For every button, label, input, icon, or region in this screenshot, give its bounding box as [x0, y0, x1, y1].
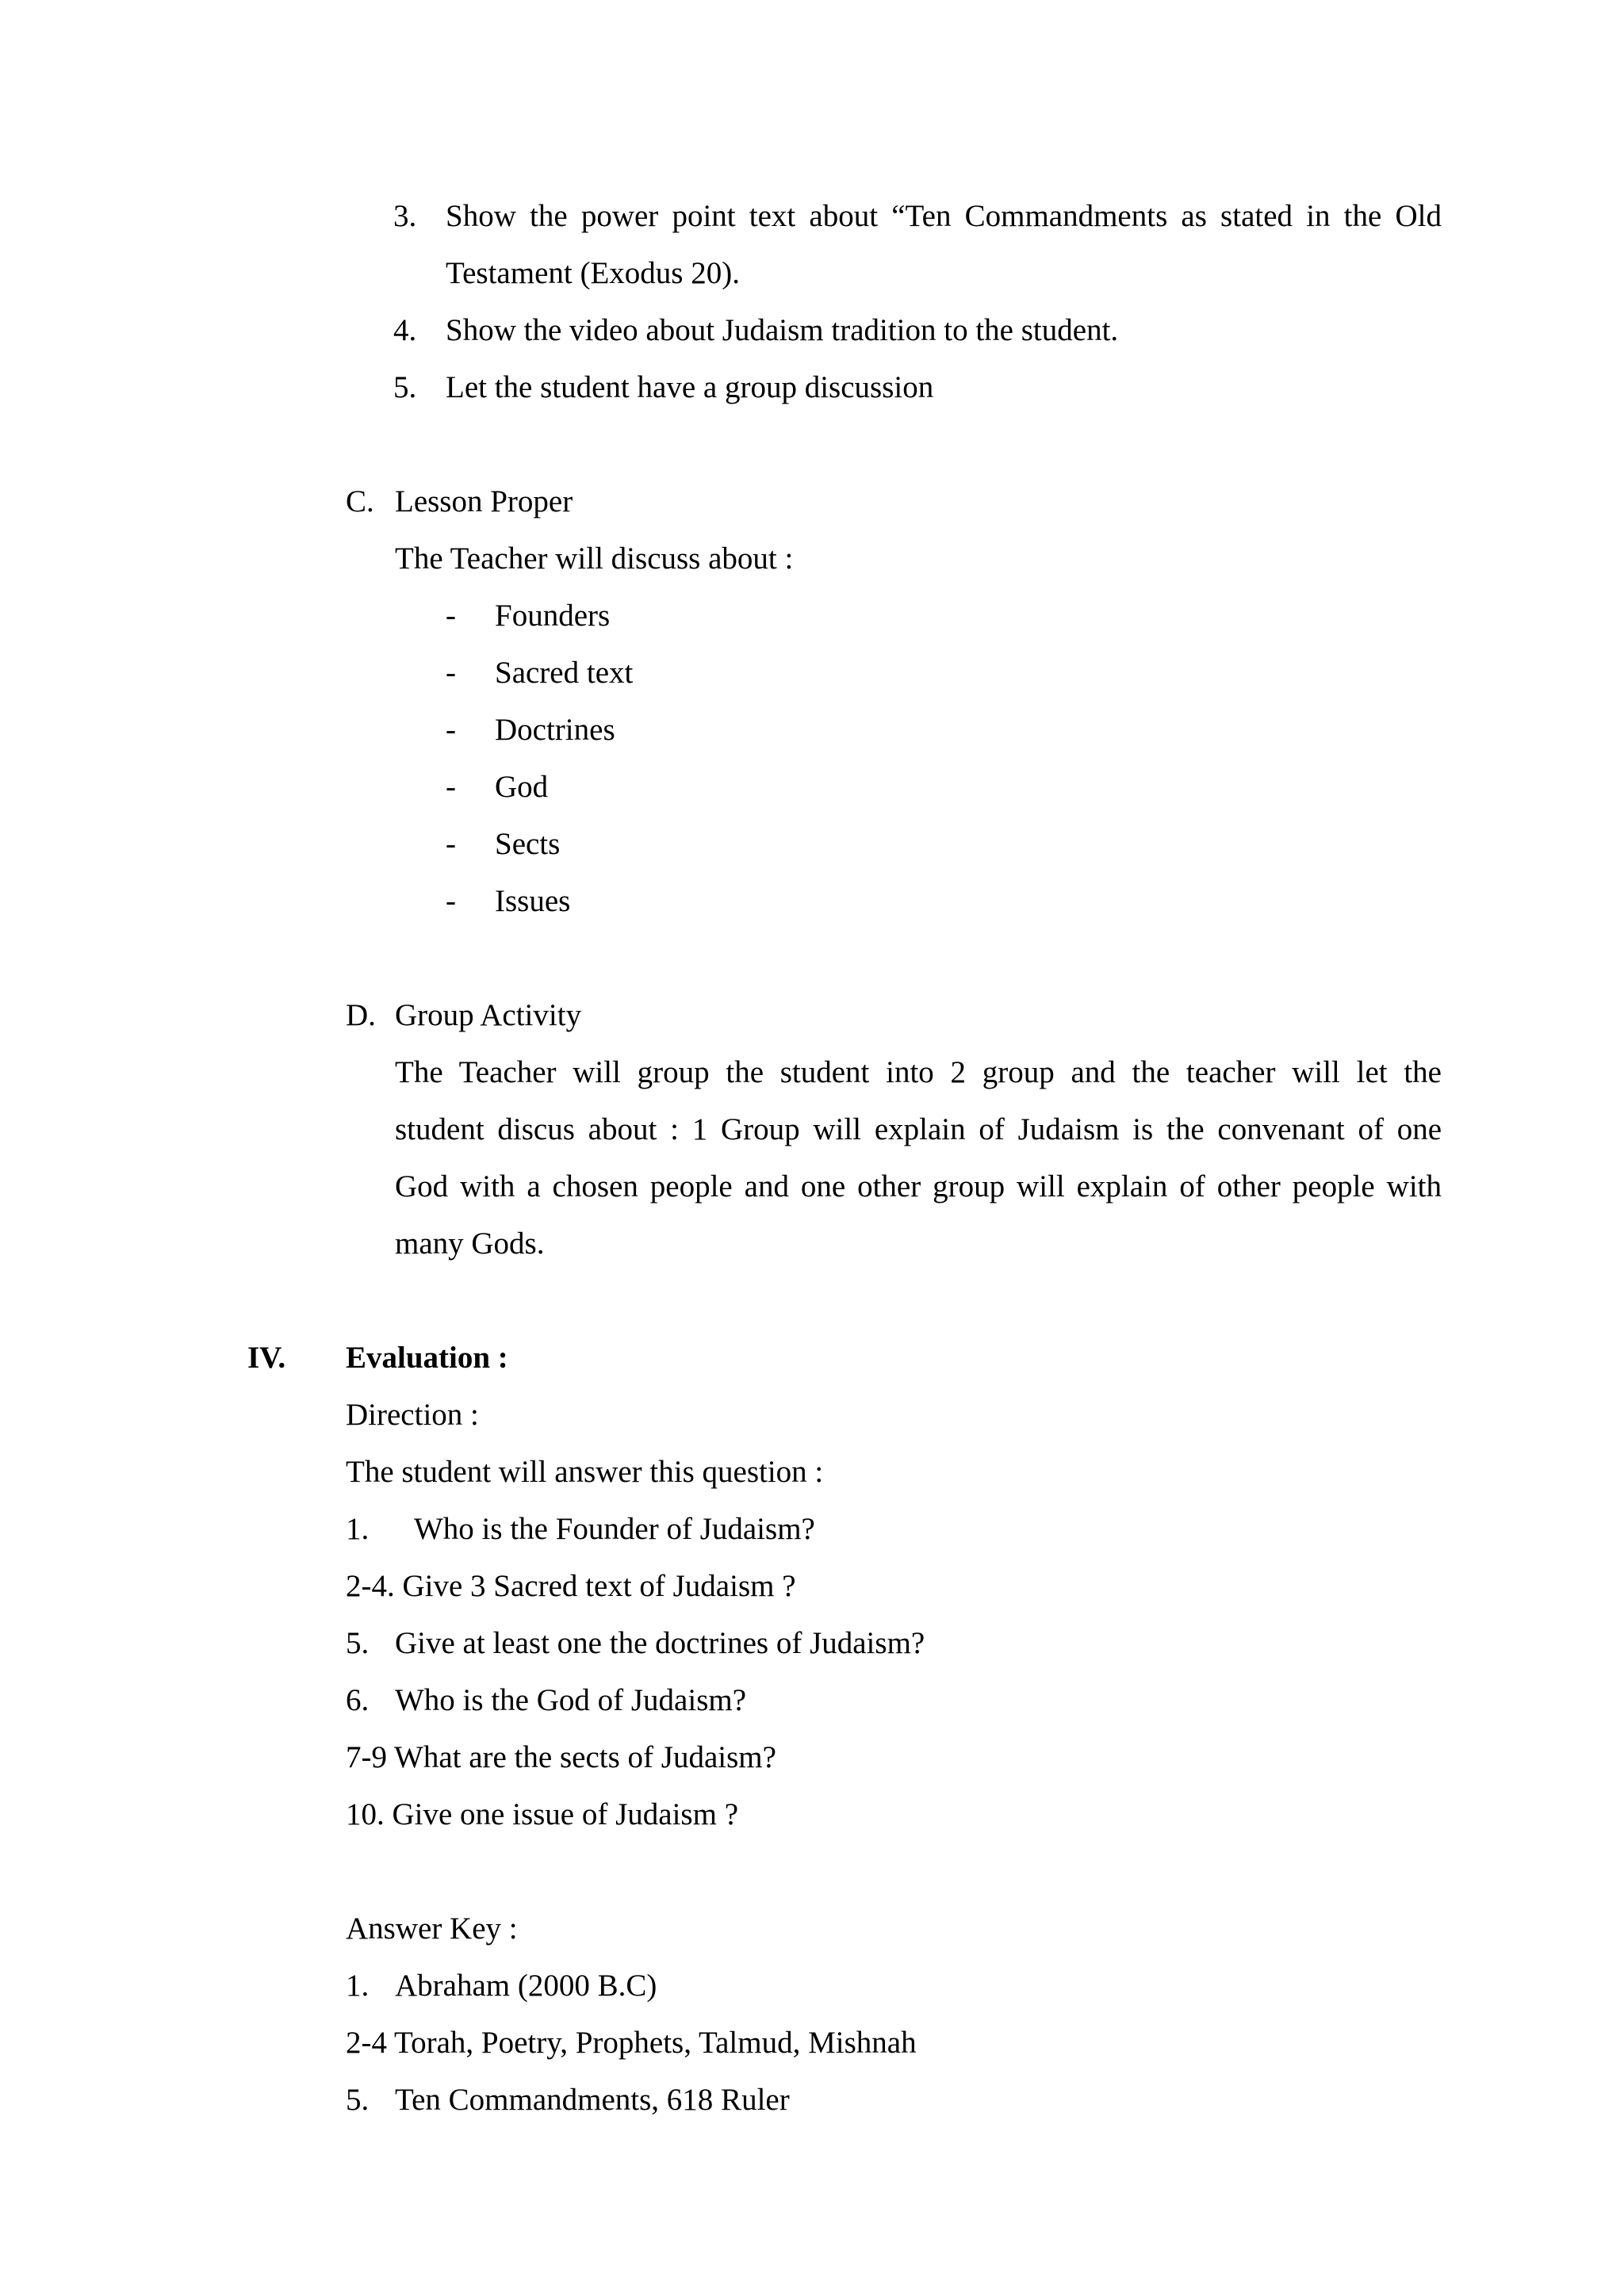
question-number: 5.: [346, 1626, 370, 1660]
question-text: Who is the Founder of Judaism?: [414, 1512, 815, 1546]
topic-item: Sacred text: [495, 656, 634, 690]
question-text: 10. Give one issue of Judaism ?: [346, 1797, 739, 1831]
answer-text: 2-4 Torah, Poetry, Prophets, Talmud, Mishnah: [346, 2026, 917, 2060]
topic-bullet: -: [446, 827, 456, 861]
evaluation-numeral: IV.: [247, 1341, 286, 1375]
topic-bullet: -: [446, 599, 456, 633]
topic-bullet: -: [446, 884, 456, 918]
topic-item: Doctrines: [495, 713, 615, 747]
lesson-proper-intro: The Teacher will discuss about :: [395, 541, 794, 576]
evaluation-heading: Evaluation :: [346, 1341, 508, 1375]
step-4-text: Show the video about Judaism tradition to the student.: [446, 313, 1119, 347]
group-activity-paragraph-line: The Teacher will group the student into 2 group and the teacher will let the: [395, 1055, 1442, 1089]
evaluation-instruction: The student will answer this question :: [346, 1455, 824, 1489]
answer-text: Ten Commandments, 618 Ruler: [395, 2083, 790, 2117]
topic-item: Issues: [495, 884, 571, 918]
step-5-text: Let the student have a group discussion: [446, 370, 934, 404]
group-activity-paragraph-line: student discus about : 1 Group will explain of Judaism is the convenant of one: [395, 1112, 1442, 1146]
topic-bullet: -: [446, 656, 456, 690]
step-5-number: 5.: [393, 370, 417, 404]
topic-bullet: -: [446, 770, 456, 804]
step-3-text-line2: Testament (Exodus 20).: [446, 256, 740, 290]
lesson-proper-heading: Lesson Proper: [395, 484, 573, 519]
group-activity-letter: D.: [346, 998, 376, 1032]
lesson-proper-letter: C.: [346, 484, 374, 519]
question-text: Give at least one the doctrines of Judaism?: [395, 1626, 925, 1660]
question-text: Who is the God of Judaism?: [395, 1683, 747, 1717]
topic-bullet: -: [446, 713, 456, 747]
group-activity-heading: Group Activity: [395, 998, 582, 1032]
topic-item: God: [495, 770, 549, 804]
step-3-text-line1: Show the power point text about “Ten Commandments as stated in the Old: [446, 199, 1442, 233]
question-number: 6.: [346, 1683, 370, 1717]
answer-number: 5.: [346, 2083, 370, 2117]
group-activity-paragraph-line: God with a chosen people and one other group will explain of other people with: [395, 1169, 1442, 1203]
answer-key-heading: Answer Key :: [346, 1911, 518, 1946]
topic-item: Founders: [495, 599, 611, 633]
evaluation-direction: Direction :: [346, 1398, 479, 1432]
topic-item: Sects: [495, 827, 561, 861]
answer-number: 1.: [346, 1969, 370, 2003]
answer-text: Abraham (2000 B.C): [395, 1969, 657, 2003]
step-4-number: 4.: [393, 313, 417, 347]
question-number: 1.: [346, 1512, 370, 1546]
question-text: 2-4. Give 3 Sacred text of Judaism ?: [346, 1569, 796, 1603]
group-activity-paragraph-line: many Gods.: [395, 1226, 545, 1261]
question-text: 7-9 What are the sects of Judaism?: [346, 1740, 776, 1774]
step-3-number: 3.: [393, 199, 417, 233]
